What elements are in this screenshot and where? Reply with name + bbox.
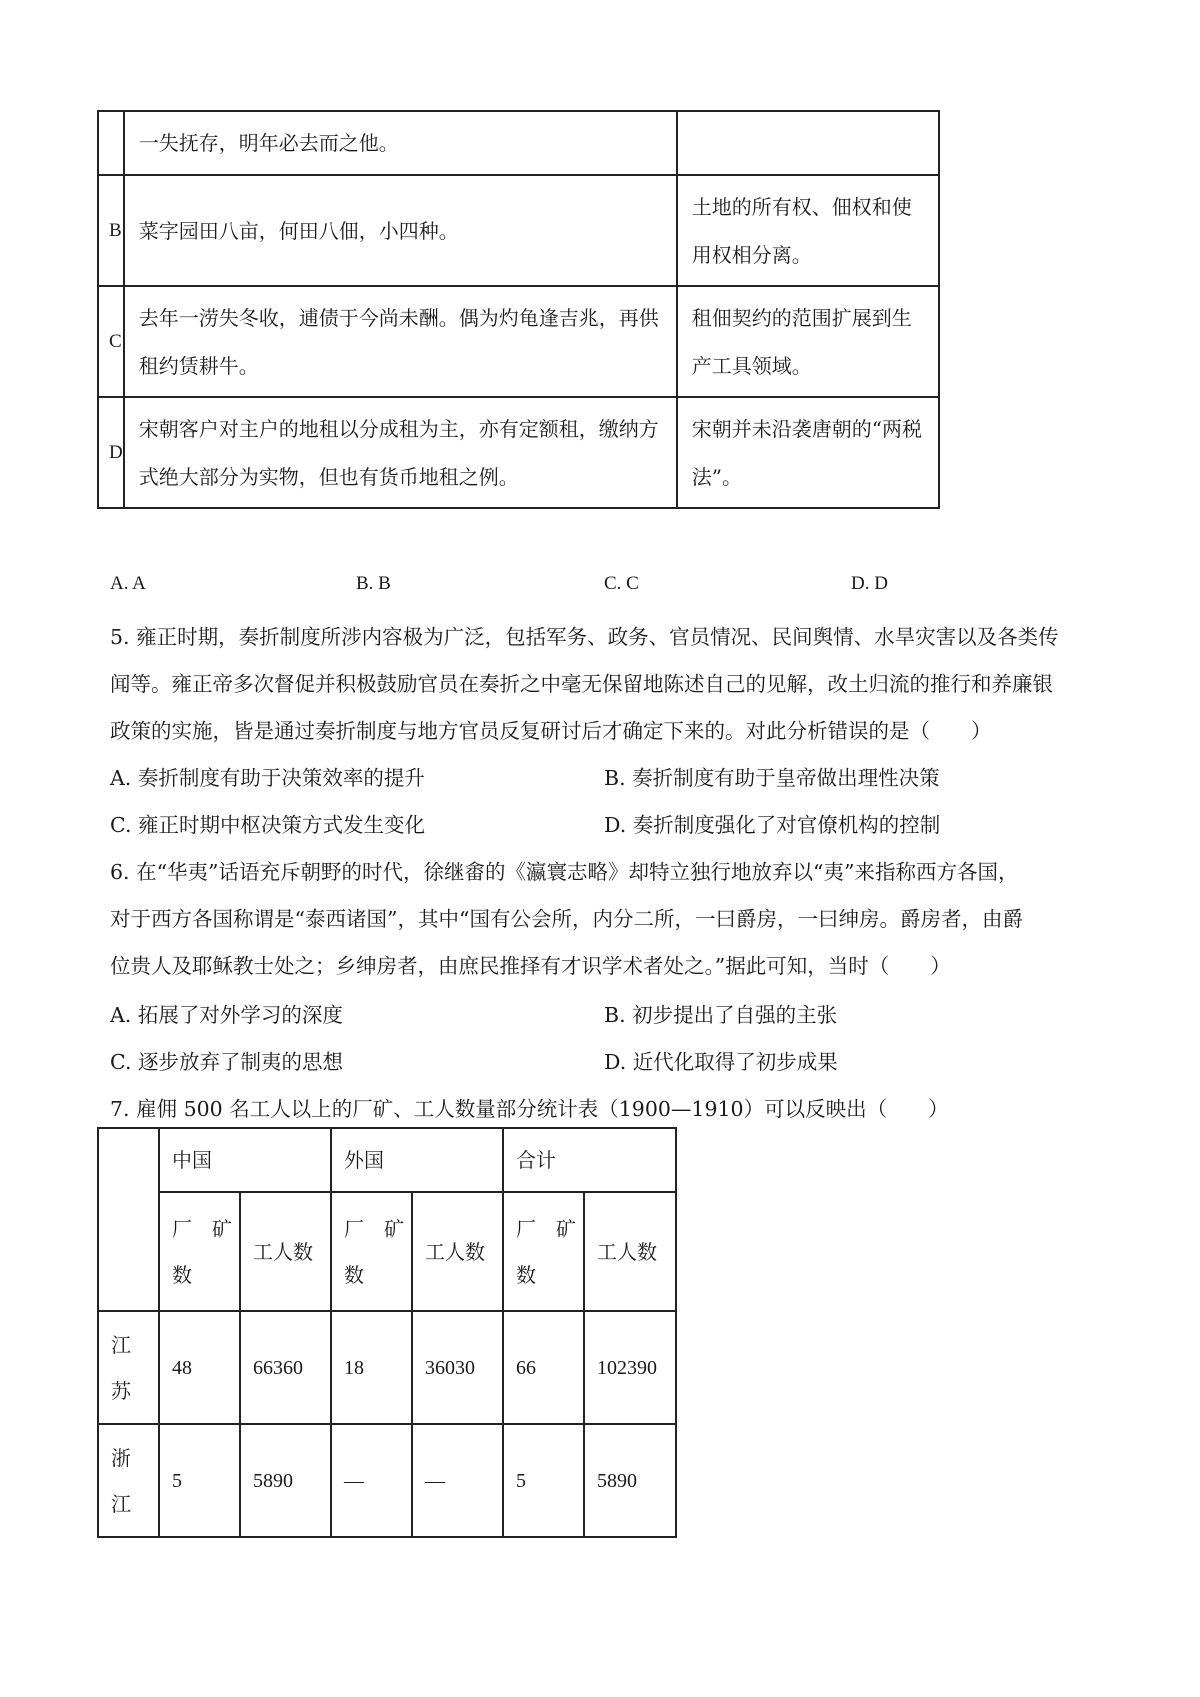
q6-option-d[interactable]: D. 近代化取得了初步成果 (604, 1050, 838, 1074)
subheader-factories: 厂 矿 数 (159, 1192, 240, 1311)
q4-table-row (98, 397, 939, 508)
value-cell: — (331, 1424, 412, 1537)
q5-option-b[interactable]: B. 奏折制度有助于皇帝做出理性决策 (604, 766, 940, 790)
q6-option-b[interactable]: B. 初步提出了自强的主张 (604, 1003, 838, 1027)
row-conclusion: 租佃契约的范围扩展到生产工具领域。 (677, 286, 939, 397)
row-content: 宋朝客户对主户的地租以分成租为主，亦有定额租，缴纳方式绝大部分为实物，但也有货币地租之例。 (124, 397, 677, 508)
value-cell: 5 (503, 1424, 584, 1537)
subheader-workers: 工人数 (584, 1192, 676, 1311)
value-cell: 18 (331, 1311, 412, 1424)
row-label: D (98, 397, 124, 508)
table-subheader-row (98, 1192, 676, 1311)
value-cell: 5890 (584, 1424, 676, 1537)
value-cell: 5890 (240, 1424, 331, 1537)
q5-stem-line: 政策的实施，皆是通过奏折制度与地方官员反复研讨后才确定下来的。对此分析错误的是（ ） (110, 719, 992, 743)
group-header: 合计 (503, 1128, 676, 1192)
q6-stem-line: 对于西方各国称谓是“泰西诸国”，其中“国有公会所，内分二所，一曰爵房，一曰绅房。爵房者，由爵 (110, 907, 1023, 931)
row-label (98, 111, 124, 175)
row-conclusion (677, 111, 939, 175)
value-cell: 36030 (412, 1311, 503, 1424)
row-content: 去年一涝失冬收，逋债于今尚未酬。偶为灼龟逢吉兆，再供租约赁耕牛。 (124, 286, 677, 397)
q5-option-d[interactable]: D. 奏折制度强化了对官僚机构的控制 (604, 813, 941, 837)
table-row (98, 1424, 676, 1537)
q6-stem-line: 位贵人及耶稣教士处之；乡绅房者，由庶民推择有才识学术者处之。”据此可知，当时（ ） (110, 954, 951, 978)
q4-table-row (98, 175, 939, 286)
q5-option-a[interactable]: A. 奏折制度有助于决策效率的提升 (110, 766, 425, 790)
corner-cell (98, 1128, 159, 1311)
q7-table (97, 1127, 677, 1538)
value-cell: 66 (503, 1311, 584, 1424)
q4-table-row (98, 286, 939, 397)
q5-stem-line: 5. 雍正时期，奏折制度所涉内容极为广泛，包括军务、政务、官员情况、民间舆情、水旱灾害以及各类传 (110, 625, 1059, 649)
row-conclusion: 土地的所有权、佃权和使用权相分离。 (677, 175, 939, 286)
q6-option-c[interactable]: C. 逐步放弃了制夷的思想 (110, 1050, 343, 1074)
row-label: C (98, 286, 124, 397)
q5-option-c[interactable]: C. 雍正时期中枢决策方式发生变化 (110, 813, 425, 837)
group-header: 外国 (331, 1128, 503, 1192)
value-cell: 102390 (584, 1311, 676, 1424)
region-cell: 浙 江 (98, 1424, 159, 1537)
value-cell: 48 (159, 1311, 240, 1424)
row-content: 一失抚存，明年必去而之他。 (124, 111, 677, 175)
q4-option-c[interactable]: C. C (604, 573, 639, 594)
q6-option-a[interactable]: A. 拓展了对外学习的深度 (110, 1003, 343, 1027)
q5-stem-line: 闻等。雍正帝多次督促并积极鼓励官员在奏折之中毫无保留地陈述自己的见解，改土归流的推行和养廉银 (110, 672, 1053, 696)
row-conclusion: 宋朝并未沿袭唐朝的“两税法”。 (677, 397, 939, 508)
value-cell: 5 (159, 1424, 240, 1537)
subheader-factories: 厂 矿 数 (503, 1192, 584, 1311)
q7-stem-line: 7. 雇佣 500 名工人以上的厂矿、工人数量部分统计表（1900—1910）可以反映出（ ） (110, 1097, 949, 1121)
table-row (98, 1311, 676, 1424)
value-cell: 66360 (240, 1311, 331, 1424)
value-cell: — (412, 1424, 503, 1537)
q4-table-row (98, 111, 939, 175)
q4-option-b[interactable]: B. B (356, 573, 391, 594)
group-header: 中国 (159, 1128, 331, 1192)
region-cell: 江 苏 (98, 1311, 159, 1424)
q4-table (97, 110, 940, 509)
q4-option-d[interactable]: D. D (851, 573, 888, 594)
q6-stem-line: 6. 在“华夷”话语充斥朝野的时代，徐继畬的《瀛寰志略》却特立独行地放弃以“夷”来指称西方各国， (110, 860, 1019, 884)
subheader-workers: 工人数 (412, 1192, 503, 1311)
subheader-workers: 工人数 (240, 1192, 331, 1311)
row-label: B (98, 175, 124, 286)
row-content: 菜字园田八亩，何田八佃，小四种。 (124, 175, 677, 286)
subheader-factories: 厂 矿 数 (331, 1192, 412, 1311)
table-header-row (98, 1128, 676, 1192)
q4-option-a[interactable]: A. A (110, 573, 146, 594)
